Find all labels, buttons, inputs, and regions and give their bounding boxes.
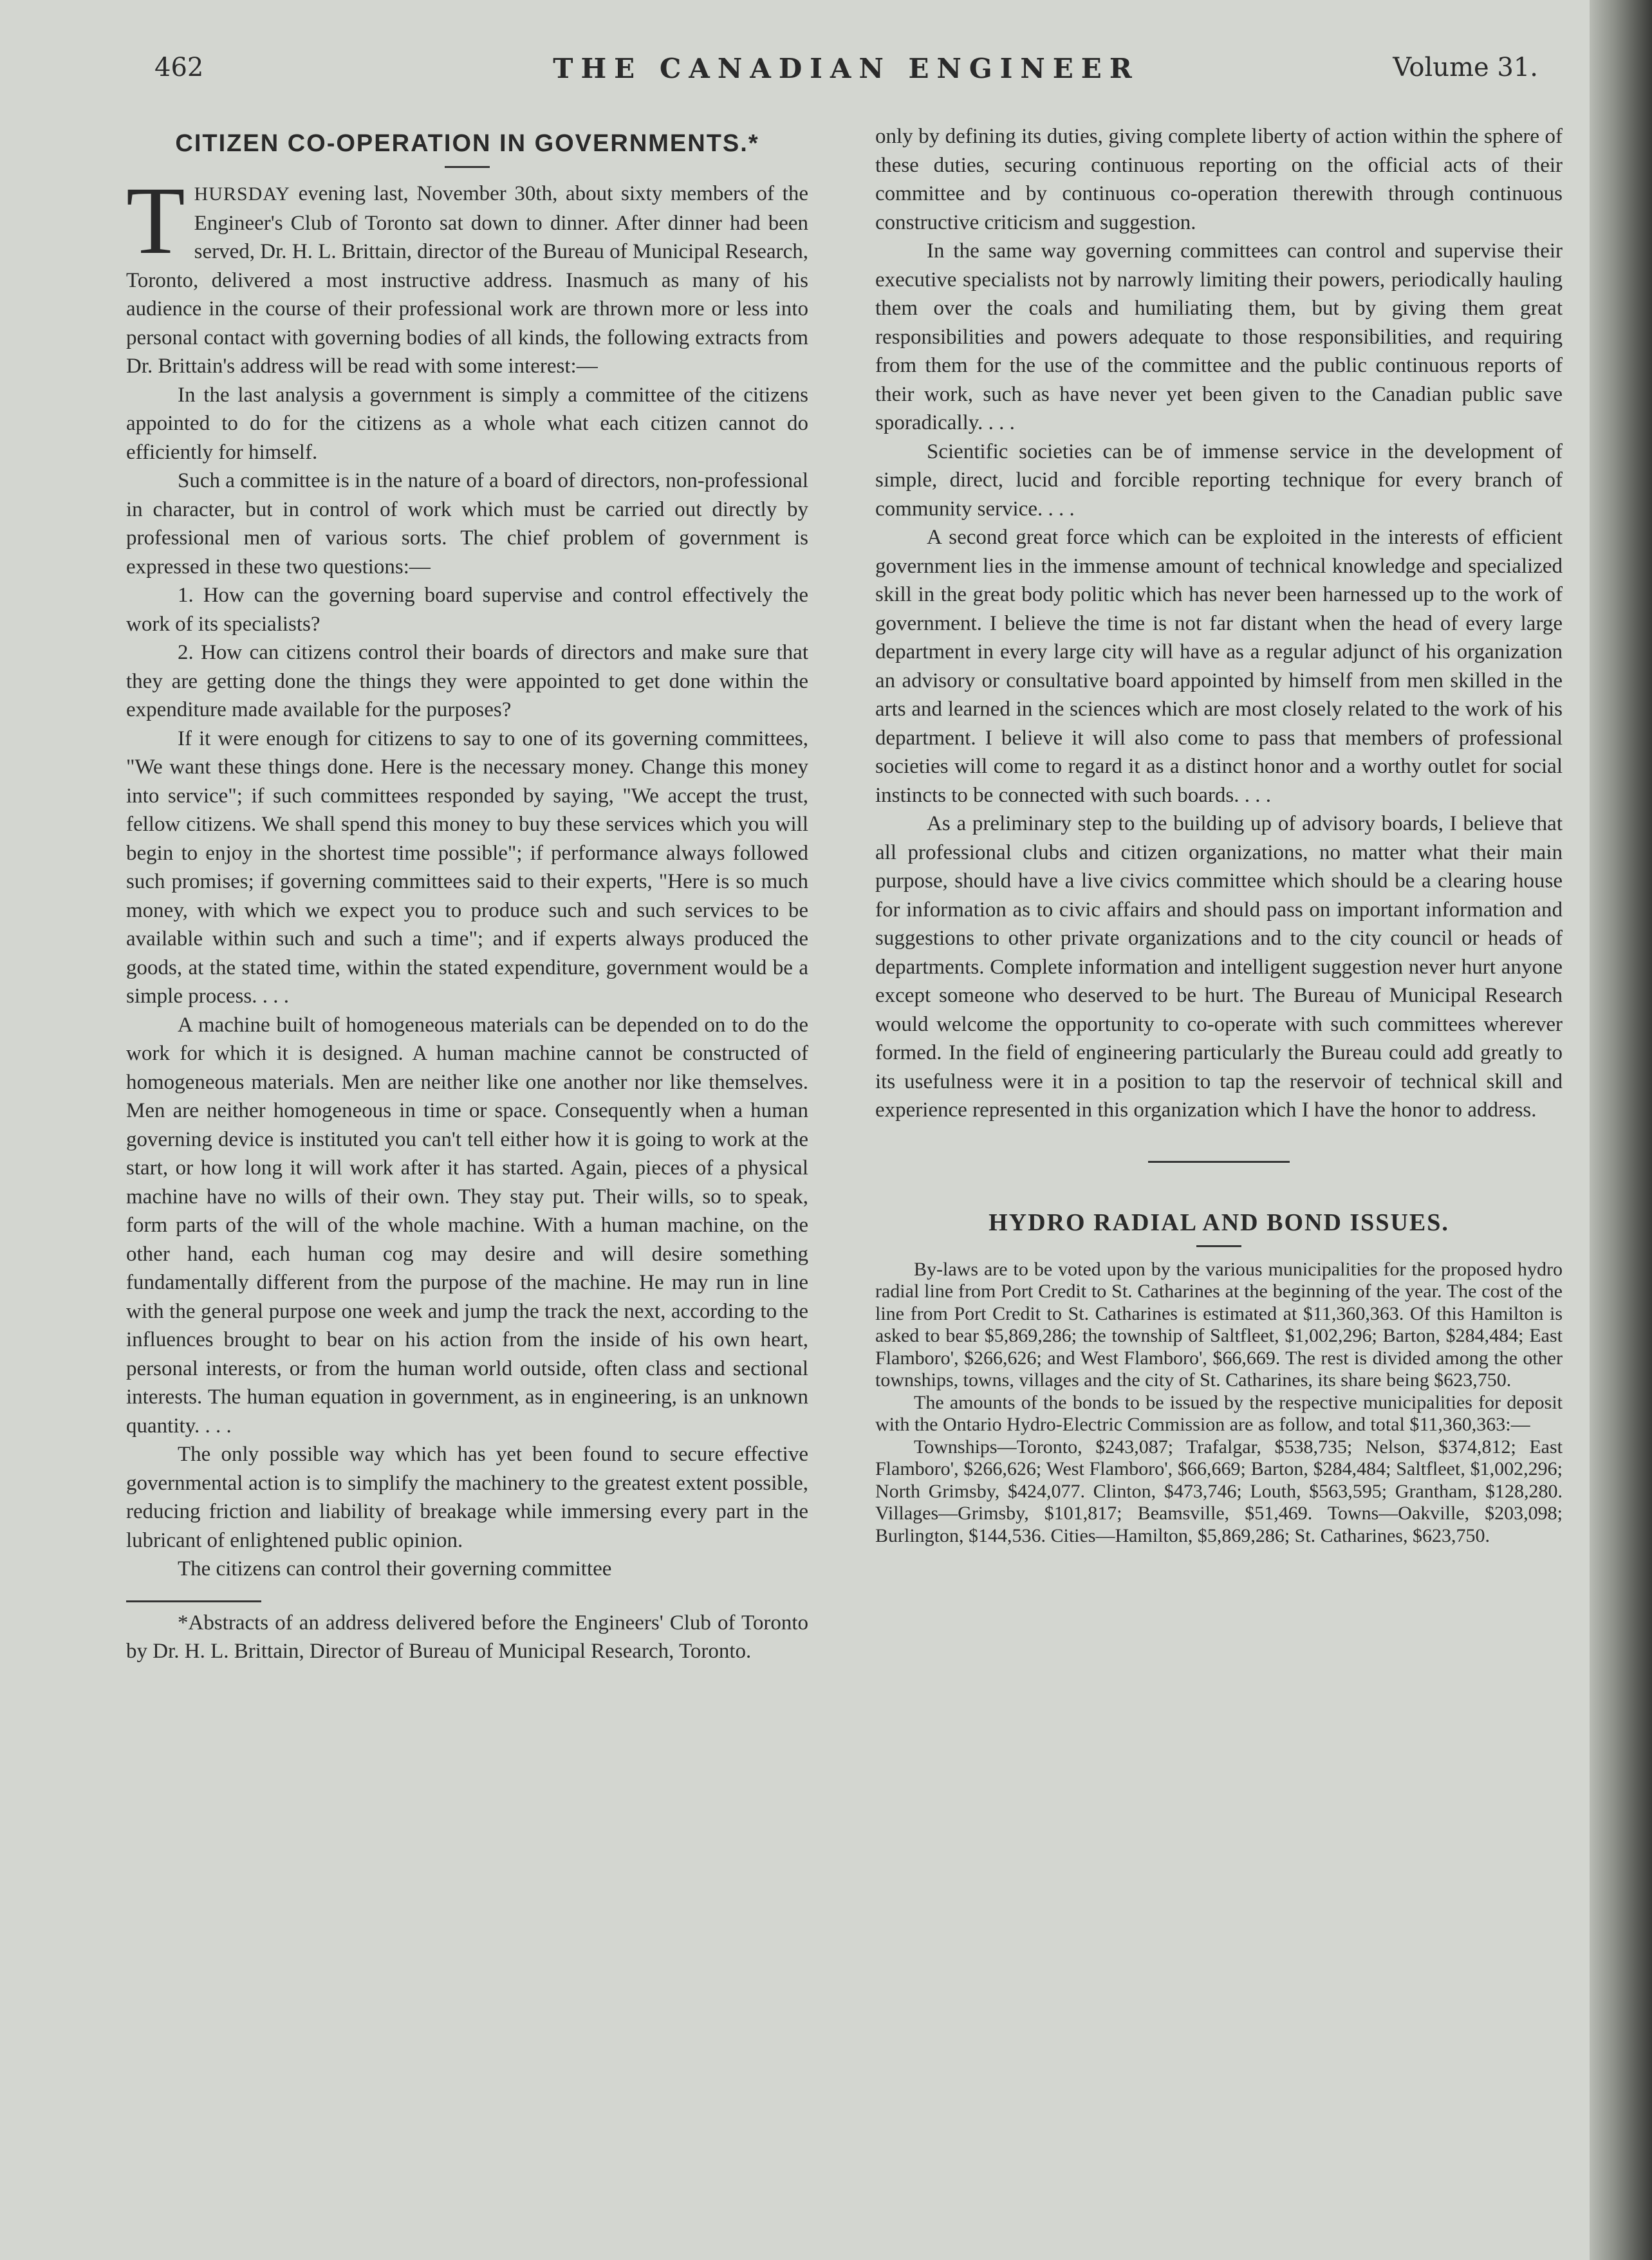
question-item: 2. How can citizens control their boards of directors and make sure that they are getting done the things they were appointed to get done within the expenditure made available for the purposes?: [126, 641, 808, 721]
footnote: *Abstracts of an address delivered before the Engineers' Club of Toronto by Dr. H. L. Brittain, Director of Bureau of Municipal Research, Toronto.: [126, 1611, 808, 1663]
article-title: CITIZEN CO-OPERATION IN GOVERNMENTS.*: [175, 130, 759, 157]
lead-smallcaps: HURSDAY: [194, 183, 290, 205]
paragraph: In the last analysis a government is simply a committee of the citizens appointed to do for the citizens as a whole what each citizen cannot do efficiently for himself.: [126, 383, 808, 464]
title-rule-2: [1196, 1245, 1241, 1247]
paragraph: The citizens can control their governing committee: [178, 1557, 612, 1580]
paragraph: Such a committee is in the nature of a board of directors, non-professional in character, but in control of work which must be carried out directly by professional men of various sorts. The chief problem of government is expressed in these two questions:—: [126, 469, 808, 579]
right-column: [875, 122, 1563, 1547]
lead-text: evening last, November 30th, about sixty members of the Engineer's Club of Toronto sat down to dinner. After dinner had been served, Dr. H. L. Brittain, director of the Bureau of Municipal Research, Toronto, delivered a most instructive address. Inasmuch as many of his audience in the course of their professional work are thrown more or less into personal contact with governing bodies of all kinds, the following extracts from Dr. Brittain's address will be read with some interest:—: [126, 182, 808, 378]
paragraph: If it were enough for citizens to say to one of its governing committees, "We want these things done. Here is the necessary money. Change this money into service"; if such committees responded by saying, "We accept the trust, fellow citizens. We shall spend this money to buy these services which you will begin to enjoy in the shortest time possible"; if performance always followed such promises; if governing committees said to their experts, "Here is so much money, with which we expect you to produce such and such services to be available within such and such a time"; and if experts always produced the goods, at the stated time, within the stated expenditure, government would be a simple process. . . .: [126, 727, 808, 1008]
paragraph: A machine built of homogeneous materials can be depended on to do the work for which it is designed. A human machine cannot be constructed of homogeneous materials. Men are neither like one another nor like themselves. Men are neither homogeneous in time or space. Consequently when a human governing device is instituted you can't tell either how it is going to work at the start, or how long it will work after it has started. Again, pieces of a physical machine have no wills of their own. They stay put. Their wills, so to speak, form parts of the will of the whole machine. With a human machine, on the other hand, each human cog may desire and will desire something fundamentally different from the purpose of the machine. He may run in line with the general purpose one week and jump the track the next, according to the influences brought to bear on his action from the inside of his own heart, personal interests, or from the human world outside, often class and sectional interests. The human equation in government, as in engineering, is an unknown quantity. . . .: [126, 1013, 808, 1438]
paragraph: In the same way governing committees can control and supervise their executive specialists not by narrowly limiting their powers, periodically hauling them over the coals and humiliating them, but by giving them great responsibilities and powers adequate to those responsibilities, and requiring from them for the use of the committee and the public continuous reports of their work, such as have never yet been given to the Canadian public save sporadically. . . .: [875, 239, 1563, 434]
paragraph: The amounts of the bonds to be issued by the respective municipalities for deposit with the Ontario Hydro-Electric Commission are as follow, and total $11,360,363:—: [875, 1391, 1563, 1435]
paragraph: Scientific societies can be of immense service in the development of simple, direct, lucid and forcible reporting technique for every branch of community service. . . .: [875, 440, 1563, 521]
paragraph: A second great force which can be exploited in the interests of efficient government lies in the immense amount of technical knowledge and specialized skill in the great body politic which has never been harnessed up to the work of government. I believe the time is not far distant when the head of every large department in every large city will have as a regular adjunct of his organization an advisory or consultative board appointed by himself from men skilled in the arts and learned in the sciences which are most closely related to the work of his department. I believe it will also come to pass that members of professional societies will come to regard it as a distinct honor and a worthy outlet for social instincts to be connected with such boards. . . .: [875, 526, 1563, 807]
paragraph-continued: only by defining its duties, giving complete liberty of action within the sphere of these duties, securing continuous reporting on the official acts of their committee and by continuous co-operation therewith through continuous constructive criticism and suggestion.: [875, 125, 1563, 234]
question-item: 1. How can the governing board supervise and control effectively the work of its specialists?: [126, 584, 808, 636]
lead-paragraph-block: [126, 167, 808, 381]
bond-list: Townships—Toronto, $243,087; Trafalgar, $538,735; Nelson, $374,812; East Flamboro', $266,626; West Flamboro', $66,669; Barton, $284,484; Saltfleet, $1,002,296; North Grimsby, $424,077. Clinton, $473,746; Louth, $563,595; Grantham, $128,280. Villages—Grimsby, $101,817; Beamsville, $51,469. Towns—Oakville, $203,098; Burlington, $144,536. Cities—Hamilton, $5,869,286; St. Catharines, $623,750.: [875, 1436, 1563, 1546]
paragraph: By-laws are to be voted upon by the various municipalities for the proposed hydro radial line from Port Credit to St. Catharines at the beginning of the year. The cost of the line from Port Credit to St. Catharines is estimated at $11,360,363. Of this Hamilton is asked to bear $5,869,286; the township of Saltfleet, $1,002,296; Barton, $284,484; East Flamboro', $266,626; and West Flamboro', $66,669. The rest is divided among the other townships, towns, villages and the city of St. Catharines, its share being $623,750.: [875, 1258, 1563, 1391]
page-binding-edge: [1590, 0, 1652, 2260]
drop-cap: T: [126, 167, 185, 274]
article-2-body: [875, 1259, 1563, 1548]
paragraph: The only possible way which has yet been found to secure effective governmental action is to simplify the machinery to the greatest extent possible, reducing friction and liability of breakage while immersing every part in the lubricant of enlightened public opinion.: [126, 1443, 808, 1552]
page-number: 462: [154, 53, 204, 82]
running-header: [154, 53, 1538, 85]
left-column: [126, 122, 808, 1666]
paragraph: As a preliminary step to the building up of advisory boards, I believe that all professional clubs and citizen organizations, no matter what their main purpose, should have a live civics committee which should be a clearing house for information as to civic affairs and should pass on important information and suggestions to other private organizations and to the city council or heads of departments. Complete information and intelligent suggestion never hurt anyone except someone who deserved to be hurt. The Bureau of Municipal Research would welcome the opportunity to co-operate with such committees wherever formed. In the field of engineering particularly the Bureau could add greatly to its usefulness were it in a position to tap the reservoir of technical skill and experience represented in this organization which I have the honor to address.: [875, 812, 1563, 1122]
title-rule: [445, 166, 490, 168]
article-title-2: HYDRO RADIAL AND BOND ISSUES.: [988, 1209, 1449, 1236]
article-separator: [1148, 1161, 1290, 1163]
footnote-rule: [126, 1600, 261, 1602]
journal-title: THE CANADIAN ENGINEER: [553, 53, 1140, 84]
volume-label: Volume 31.: [1393, 53, 1538, 82]
lead-paragraph: [126, 167, 808, 381]
